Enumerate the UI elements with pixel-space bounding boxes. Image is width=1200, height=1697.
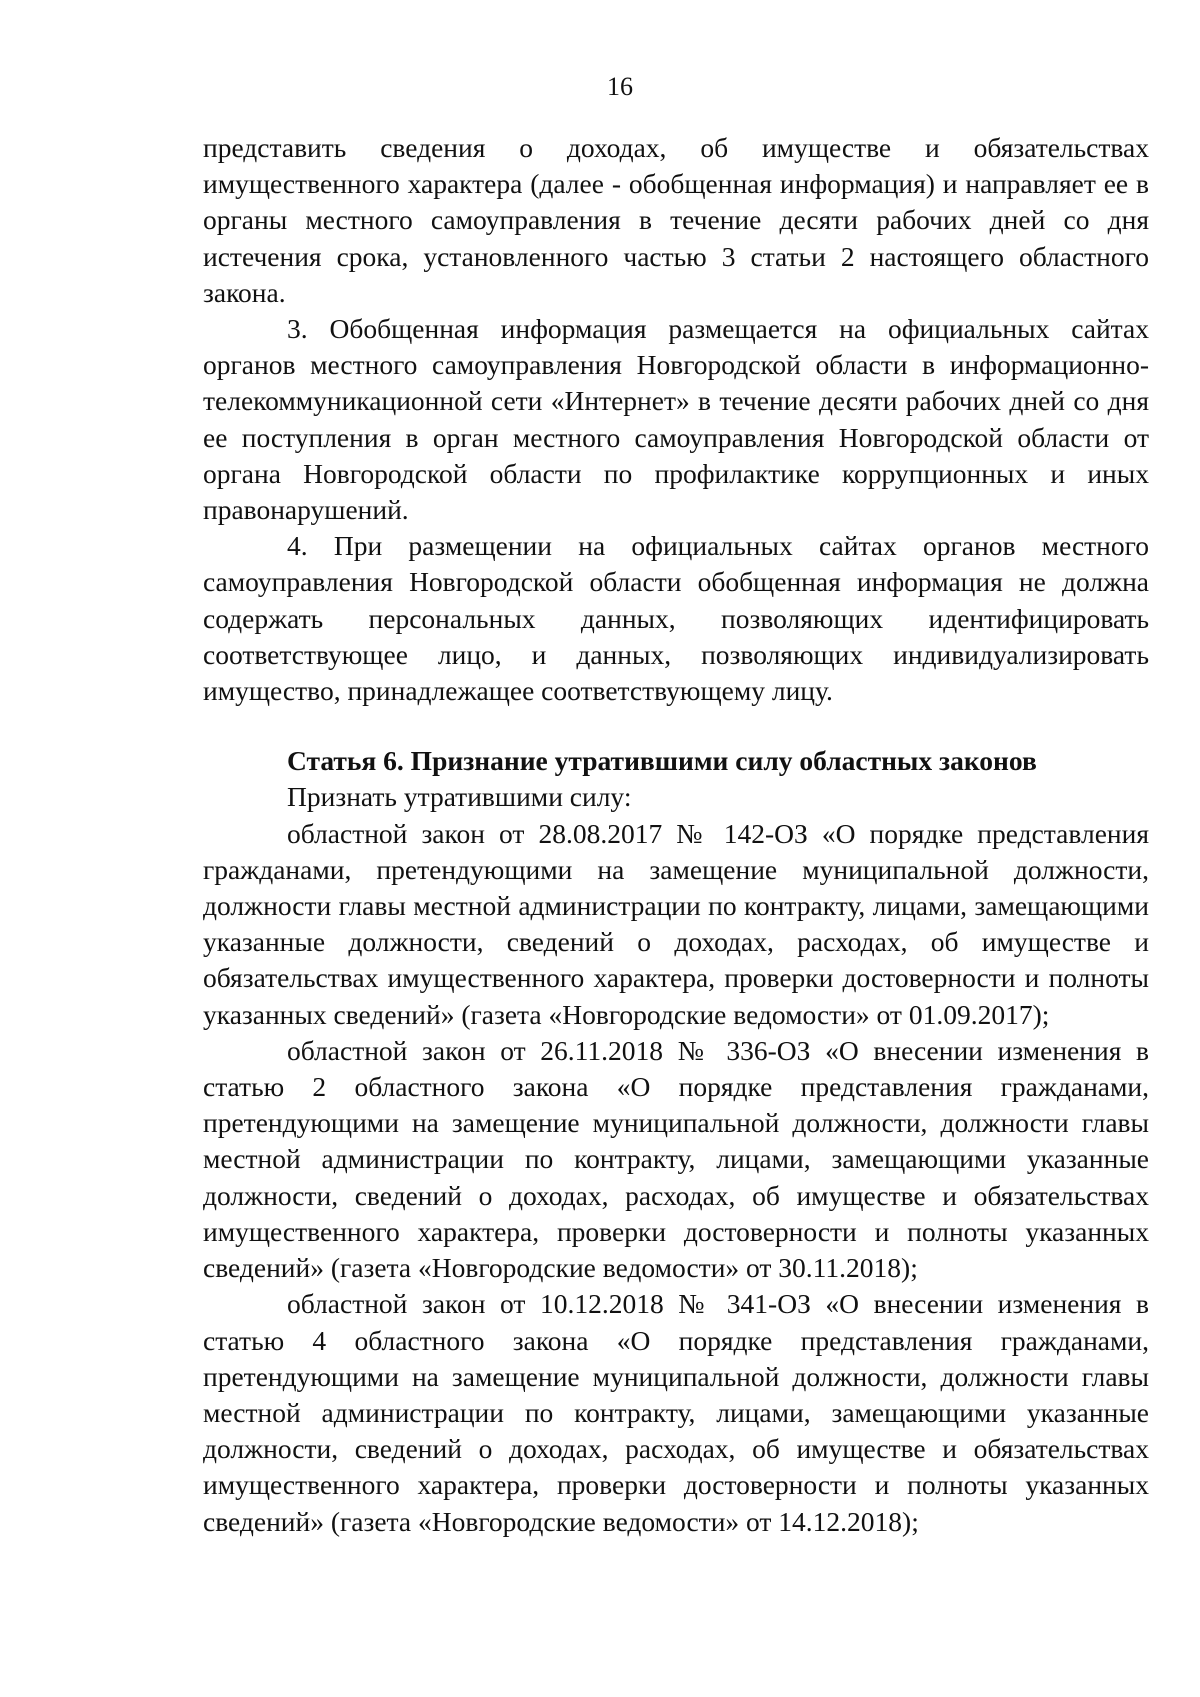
article-intro: Признать утратившими силу: [287,781,632,813]
repealed-law-3: областной закон от 10.12.2018 № 341-ОЗ «О внесении изменения в статью 4 областного закона «О порядке представления гражданами, претендующими на замещение муниципальной должности, должности главы местной администрации по контракту, лицами, замещающими указанные должности, сведений о доходах, расходах, об имуществе и обязательствах имущественного характера, проверки достоверности и полноты указанных сведений» (газета «Новгородские ведомости» от 14.12.2018); [203,1288,1149,1537]
article-heading: Статья 6. Признание утратившими силу областных законов [287,745,1037,777]
page-number: 16 [607,72,633,101]
document-body [203,130,1149,1540]
paragraph-continuation: представить сведения о доходах, об имуществе и обязательствах имущественного характера (далее - обобщенная информация) и направляет ее в органы местного самоуправления в течение десяти рабочих дней со дня истечения срока, установленного частью 3 статьи 2 настоящего областного закона. [203,132,1149,308]
repealed-law-1: областной закон от 28.08.2017 № 142-ОЗ «О порядке представления гражданами, претендующими на замещение муниципальной должности, должности главы местной администрации по контракту, лицами, замещающими указанные должности, сведений о доходах, расходах, об имуществе и обязательствах имущественного характера, проверки достоверности и полноты указанных сведений» (газета «Новгородские ведомости» от 01.09.2017); [203,817,1149,1030]
paragraph-4: 4. При размещении на официальных сайтах органов местного самоуправления Новгородской области обобщенная информация не должна содержать персональных данных, позволяющих идентифицировать соответствующее лицо, и данных, позволяющих индивидуализировать имущество, принадлежащее соответствующему лицу. [203,530,1149,707]
repealed-law-2: областной закон от 26.11.2018 № 336-ОЗ «О внесении изменения в статью 2 областного закона «О порядке представления гражданами, претендующими на замещение муниципальной должности, должности главы местной администрации по контракту, лицами, замещающими указанные должности, сведений о доходах, расходах, об имуществе и обязательствах имущественного характера, проверки достоверности и полноты указанных сведений» (газета «Новгородские ведомости» от 30.11.2018); [203,1034,1149,1284]
paragraph-3: 3. Обобщенная информация размещается на официальных сайтах органов местного самоуправления Новгородской области в информационно-телекоммуникационной сети «Интернет» в течение десяти рабочих дней со дня ее поступления в орган местного самоуправления Новгородской области от органа Новгородской области по профилактике коррупционных и иных правонарушений. [203,313,1149,526]
